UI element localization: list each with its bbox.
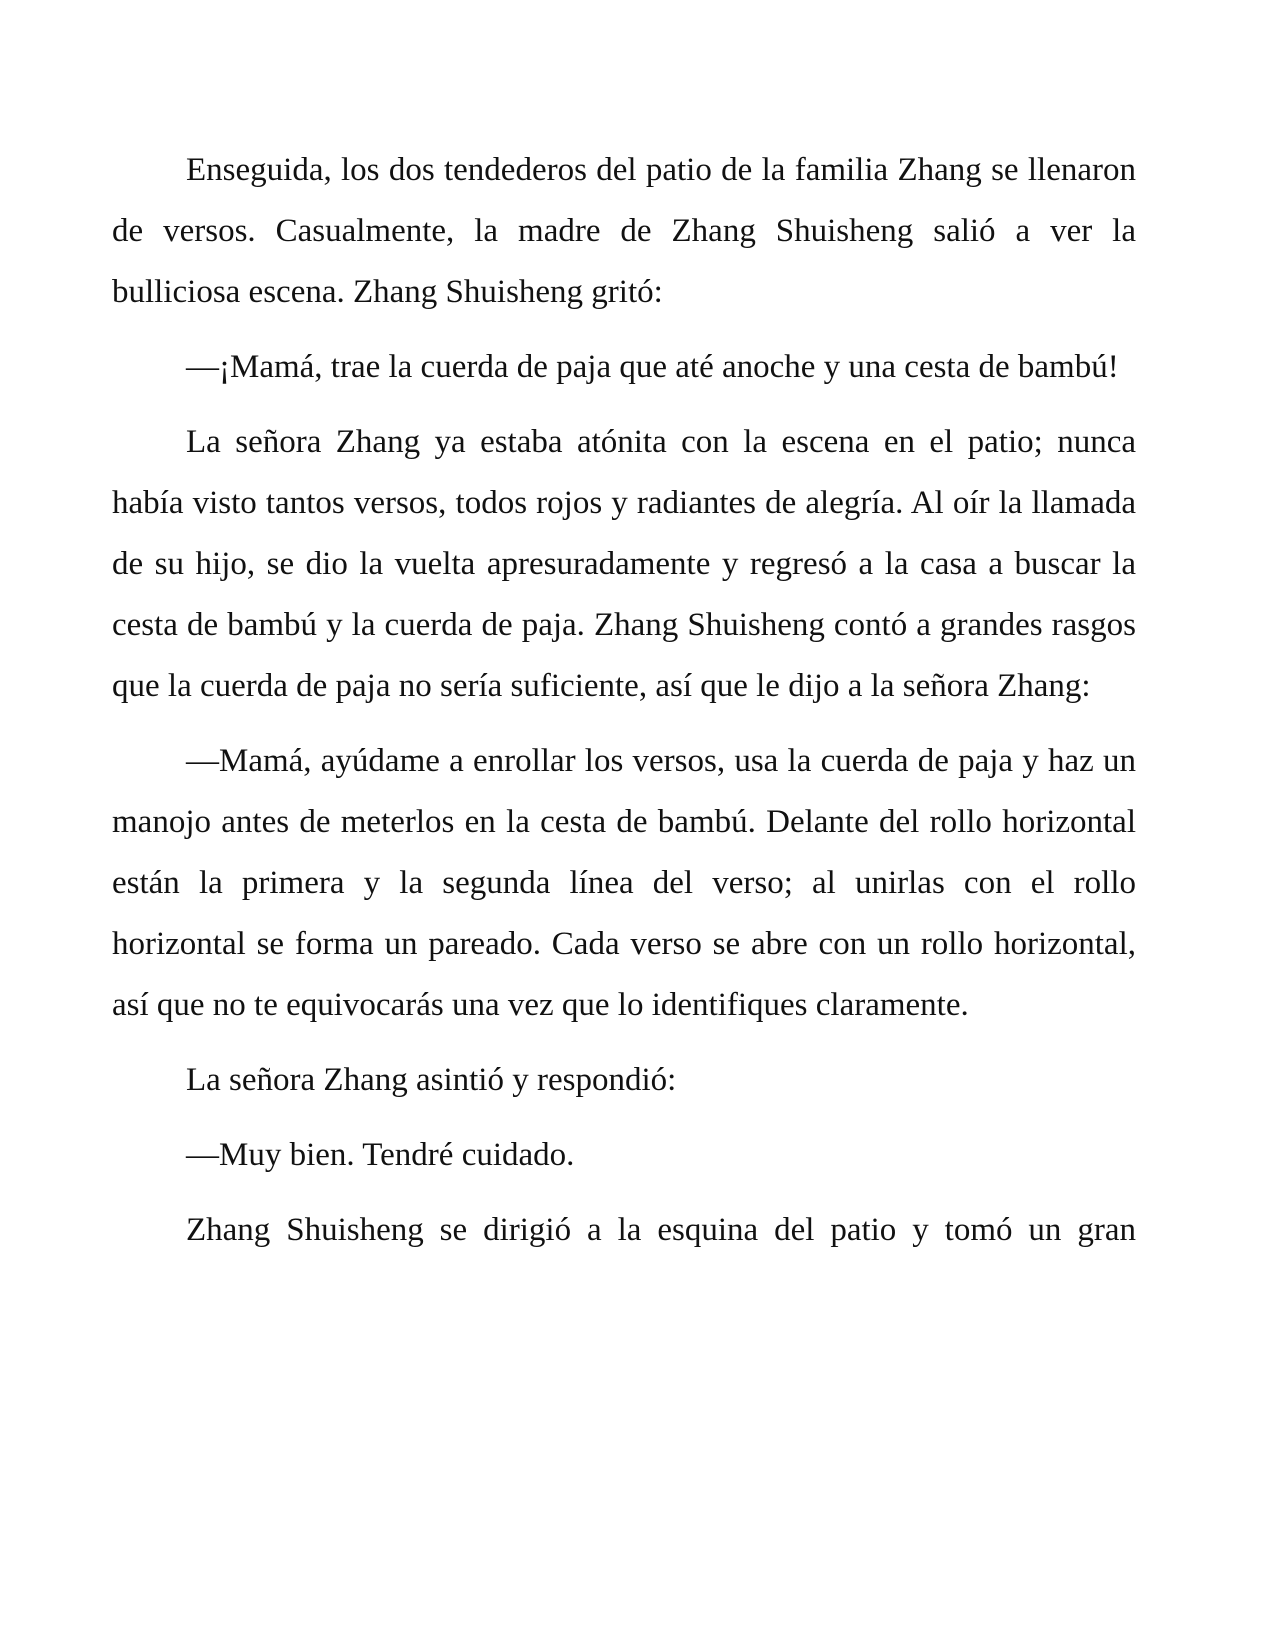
paragraph-3: La señora Zhang ya estaba atónita con la escena en el patio; nunca había visto tantos versos, todos rojos y radiantes de alegría. Al oír la llamada de su hijo, se dio la vuelta apresuradamente y regresó a la casa a buscar la cesta de bambú y la cuerda de paja. Zhang Shuisheng contó a grandes rasgos que la cuerda de paja no sería suficiente, así que le dijo a la señora Zhang: — [112, 424, 1136, 704]
paragraph-5: La señora Zhang asintió y respondió: — [186, 1062, 677, 1098]
paragraph-2: —¡Mamá, trae la cuerda de paja que até anoche y una cesta de bambú! — [186, 349, 1119, 385]
paragraph-6: —Muy bien. Tendré cuidado. — [186, 1137, 575, 1173]
paragraph-4: —Mamá, ayúdame a enrollar los versos, usa la cuerda de paja y haz un manojo antes de meterlos en la cesta de bambú. Delante del rollo horizontal están la primera y la segunda línea del verso; al unirlas con el rollo horizontal se forma un pareado. Cada verso se abre con un rollo horizontal, así que no te equivocarás una vez que lo identifiques claramente. — [112, 743, 1136, 1023]
document-page — [112, 140, 1136, 1275]
paragraph-1: Enseguida, los dos tendederos del patio de la familia Zhang se llenaron de versos. Casualmente, la madre de Zhang Shuisheng salió a ver la bulliciosa escena. Zhang Shuisheng gritó: — [112, 152, 1136, 310]
paragraph-7: Zhang Shuisheng se dirigió a la esquina del patio y tomó un gran — [186, 1212, 1136, 1248]
